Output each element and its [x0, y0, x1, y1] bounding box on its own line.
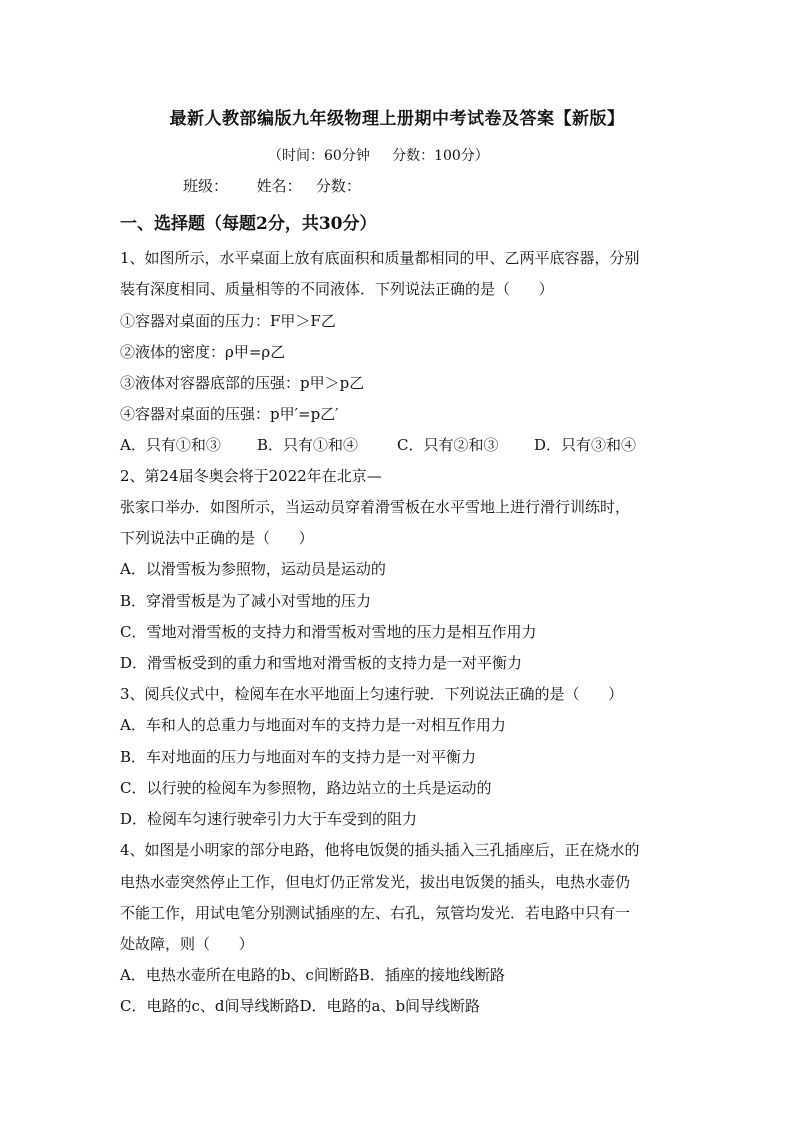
q1-statement-3: ③液体对容器底部的压强：p甲＞p乙	[120, 374, 365, 392]
q1-option-b: B．只有①和④	[257, 436, 359, 454]
q2-option-a: A．以滑雪板为参照物，运动员是运动的	[120, 560, 386, 578]
q2-stem-line1: 2、第24届冬奥会将于2022年在北京—	[120, 467, 382, 485]
q4-options-ab: A．电热水壶所在电路的b、c间断路B．插座的接地线断路	[120, 966, 505, 984]
q3-option-a: A．车和人的总重力与地面对车的支持力是一对相互作用力	[120, 716, 506, 734]
student-info-line: 班级： 姓名： 分数：	[183, 177, 361, 195]
q3-option-c: C．以行驶的检阅车为参照物，路边站立的土兵是运动的	[120, 779, 492, 797]
q4-stem-line2: 电热水壶突然停止工作，但电灯仍正常发光，拔出电饭煲的插头，电热水壶仍	[120, 873, 631, 891]
q1-statement-4: ④容器对桌面的压强：p甲′=p乙′	[120, 405, 339, 423]
q2-stem-line2: 张家口举办．如图所示，当运动员穿着滑雪板在水平雪地上进行滑行训练时，	[120, 498, 631, 516]
q1-stem-line2: 装有深度相同、质量相等的不同液体．下列说法正确的是（ ）	[120, 280, 554, 298]
q4-stem-line4: 处故障，则（ ）	[120, 935, 254, 953]
q2-stem-line3: 下列说法中正确的是（ ）	[120, 529, 314, 547]
q1-option-c: C．只有②和③	[397, 436, 499, 454]
q3-option-d: D．检阅车匀速行驶牵引力大于车受到的阻力	[120, 810, 418, 828]
q1-options	[120, 435, 636, 455]
q3-option-b: B．车对地面的压力与地面对车的支持力是一对平衡力	[120, 748, 477, 766]
q4-options-cd: C．电路的c、d间导线断路D．电路的a、b间导线断路	[120, 997, 481, 1015]
q3-stem-line1: 3、阅兵仪式中，检阅车在水平地面上匀速行驶．下列说法正确的是（ ）	[120, 685, 624, 703]
q2-option-d: D．滑雪板受到的重力和雪地对滑雪板的支持力是一对平衡力	[120, 654, 523, 672]
q1-statement-2: ②液体的密度：ρ甲=ρ乙	[120, 343, 286, 361]
q4-stem-line1: 4、如图是小明家的部分电路，他将电饭煲的插头插入三孔插座后，正在烧水的	[120, 841, 640, 859]
q1-option-d: D．只有③和④	[534, 436, 637, 454]
q1-statement-1: ①容器对桌面的压力：F甲＞F乙	[120, 312, 336, 330]
section-heading-choice: 一、选择题（每题2分，共30分）	[120, 214, 377, 234]
q4-stem-line3: 不能工作，用试电笔分别测试插座的左、右孔，氖管均发光．若电路中只有一	[120, 904, 631, 922]
exam-time-score: （时间：60分钟 分数：100分）	[268, 148, 489, 164]
q2-option-c: C．雪地对滑雪板的支持力和滑雪板对雪地的压力是相互作用力	[120, 623, 537, 641]
q1-option-a: A．只有①和③	[120, 436, 221, 454]
q2-option-b: B．穿滑雪板是为了减小对雪地的压力	[120, 592, 372, 610]
q1-stem-line1: 1、如图所示，水平桌面上放有底面积和质量都相同的甲、乙两平底容器，分别	[120, 249, 640, 267]
exam-title: 最新人教部编版九年级物理上册期中考试卷及答案【新版】	[169, 109, 625, 129]
